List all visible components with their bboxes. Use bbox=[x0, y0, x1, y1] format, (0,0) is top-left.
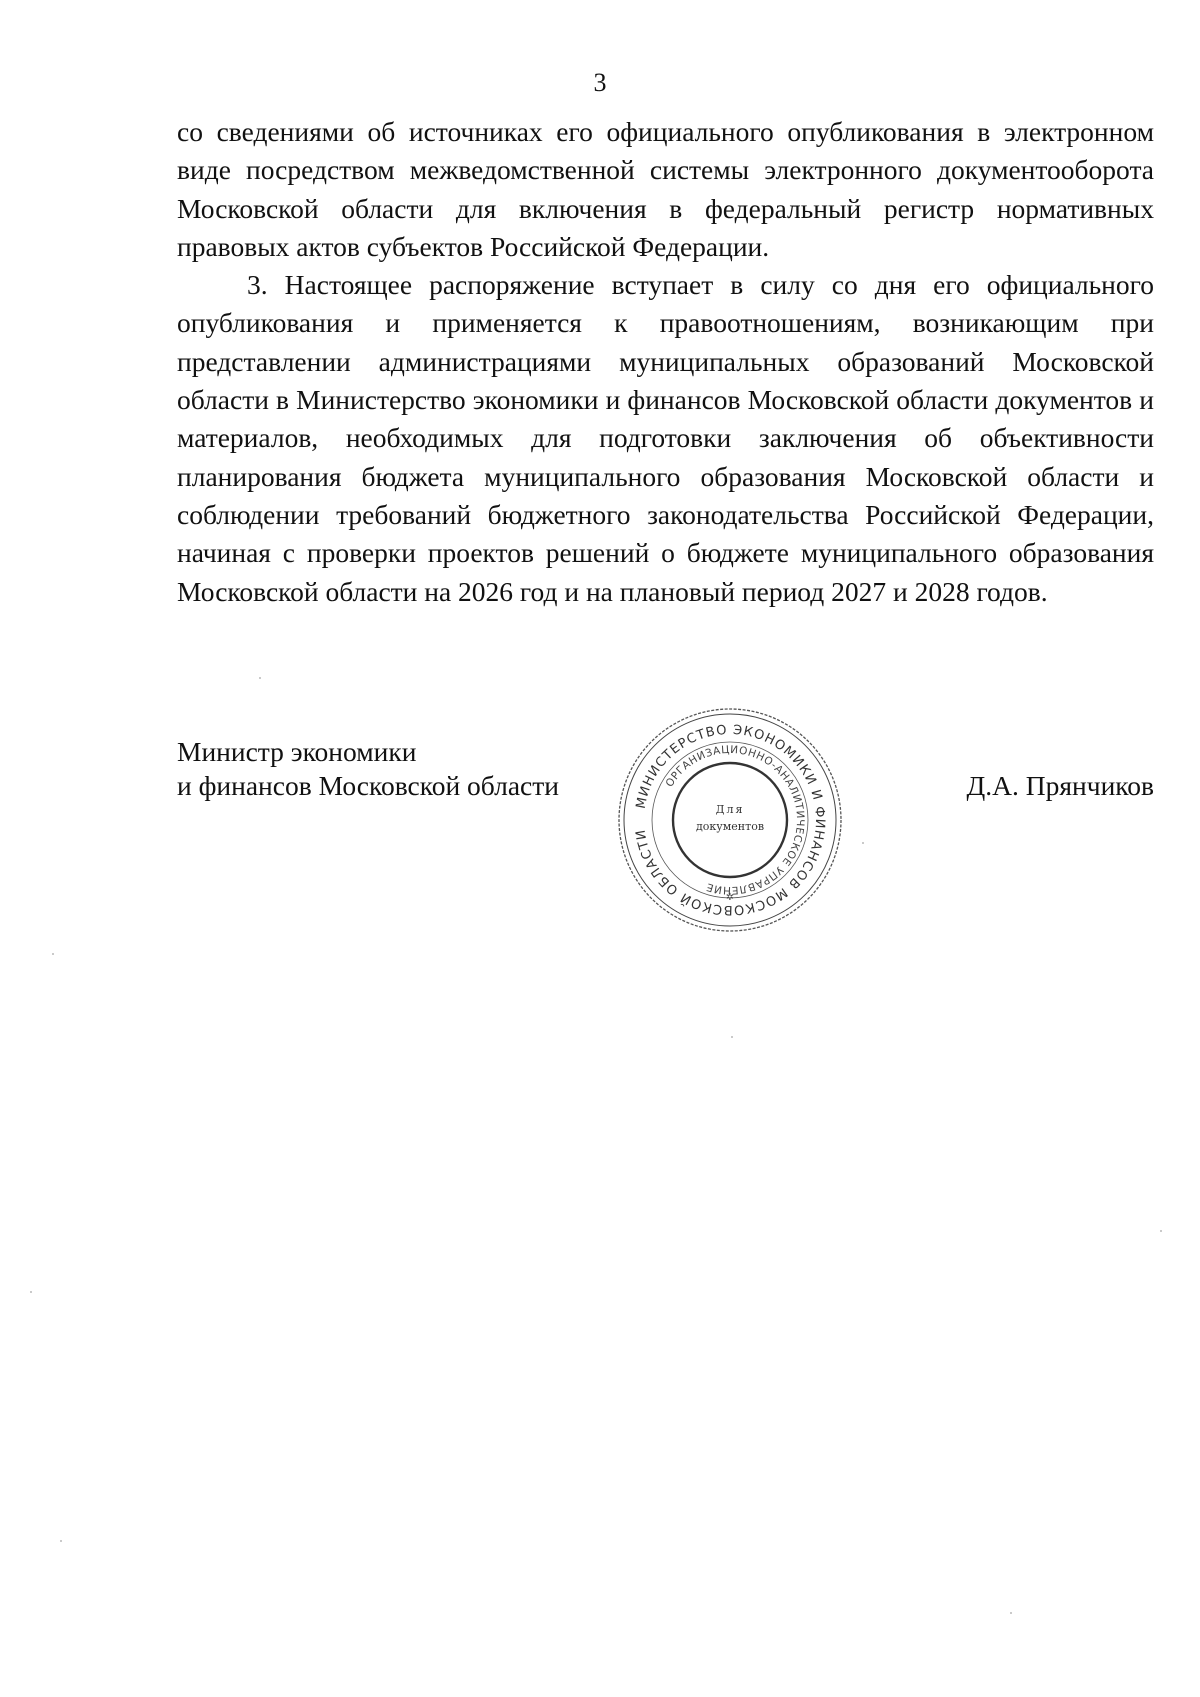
scan-speck bbox=[862, 842, 864, 844]
signatory-position-line-1: Министр экономики bbox=[177, 736, 417, 767]
seal-center-line-2: документов bbox=[695, 820, 765, 833]
seal-inner-ring-text: ОРГАНИЗАЦИОННО-АНАЛИТИЧЕСКОЕ УПРАВЛЕНИЕ bbox=[663, 743, 807, 897]
document-body bbox=[177, 113, 1154, 611]
scan-speck bbox=[259, 677, 261, 679]
page-number: 3 bbox=[593, 68, 607, 97]
seal-ring-text: МИНИСТЕРСТВО ЭКОНОМИКИ И ФИНАНСОВ МОСКОВСКОЙ ОБЛАСТИ bbox=[633, 722, 828, 918]
scan-speck bbox=[52, 953, 54, 955]
scan-speck bbox=[1160, 1230, 1162, 1232]
seal-center-line-1: Для bbox=[715, 803, 745, 816]
scan-speck bbox=[30, 1291, 32, 1293]
paragraph-item-3: 3. Настоящее распоряжение вступает в силу со дня его официального опубликования и применяется к правоотношениям, возникающим при представлении администрациями муниципальных образований Московской области в Министерство экономики и финансов Московской области документов и материалов, необходимых для подготовки заключения об объективности планирования бюджета муниципального образования Московской области и соблюдении требований бюджетного законодательства Российской Федерации, начиная с проверки проектов решений о бюджете муниципального образования Московской области на 2026 год и на плановый период 2027 и 2028 годов. bbox=[177, 269, 1154, 607]
signatory-position-line-2: и финансов Московской области bbox=[177, 770, 559, 801]
signatory-position bbox=[177, 735, 559, 803]
seal-star-icon: ✲ bbox=[725, 892, 735, 903]
official-seal bbox=[614, 704, 846, 936]
signatory-name: Д.А. Прянчиков bbox=[966, 770, 1154, 801]
scan-speck bbox=[60, 1540, 62, 1542]
paragraph-continuation: со сведениями об источниках его официального опубликования в электронном виде посредством межведомственной системы электронного документооборота Московской области для включения в федеральный регистр нормативных правовых актов субъектов Российской Федерации. bbox=[177, 116, 1154, 262]
seal-graphic bbox=[614, 704, 846, 936]
scan-speck bbox=[731, 1036, 733, 1038]
scan-speck bbox=[1010, 1612, 1012, 1614]
